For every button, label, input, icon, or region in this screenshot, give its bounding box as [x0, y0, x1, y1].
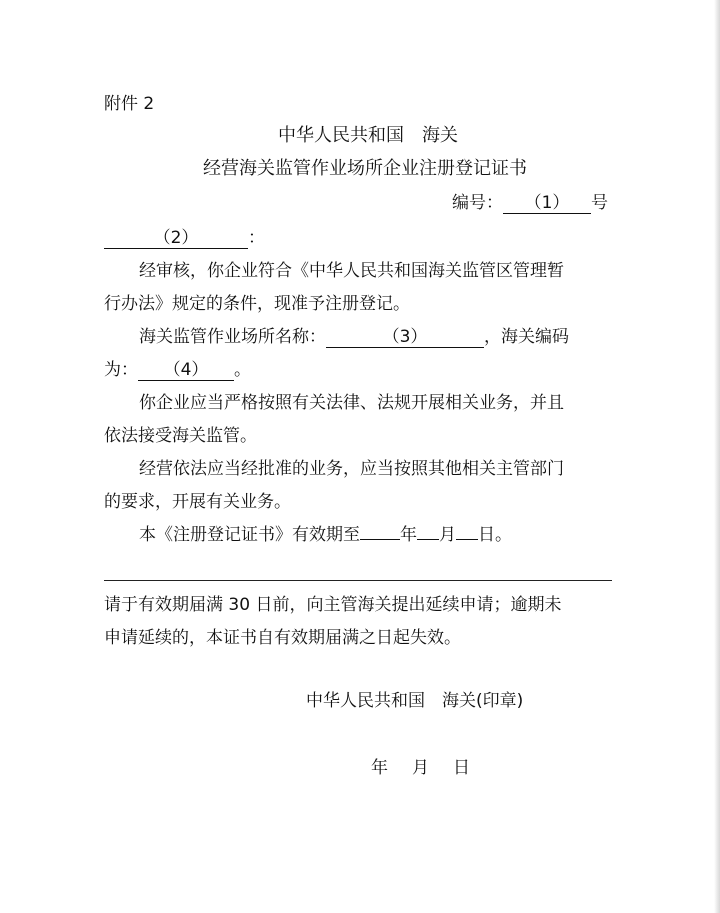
date-line	[371, 757, 470, 779]
date-year: 年	[371, 758, 388, 778]
validity-year-blank	[360, 539, 400, 540]
certificate-number	[452, 192, 608, 214]
para2-line1	[139, 326, 569, 348]
validity-year: 年	[400, 525, 417, 545]
para4-line2: 的要求，开展有关业务。	[104, 492, 291, 512]
para1-line2: 行办法》规定的条件，现准予注册登记。	[104, 294, 410, 314]
title-line-1: 中华人民共和国 海关	[278, 125, 458, 146]
customs-code-suffix: 。	[234, 360, 251, 380]
validity-month-blank	[417, 539, 439, 540]
date-day: 日	[453, 758, 470, 778]
validity-prefix: 本《注册登记证书》有效期至	[139, 525, 360, 545]
para2-line2	[104, 359, 251, 381]
customs-code-prefix: 为：	[104, 360, 138, 380]
divider-rule	[104, 580, 612, 581]
notice-line1: 请于有效期届满 30 日前，向主管海关提出延续申请；逾期未	[104, 595, 562, 615]
customs-code-blank: （4）	[138, 360, 234, 381]
attachment-label: 附件 2	[104, 94, 155, 114]
date-month: 月	[412, 758, 429, 778]
validity-day-blank	[456, 539, 478, 540]
customs-code-label: ，海关编码	[484, 327, 569, 347]
para4-line1: 经营依法应当经批准的业务，应当按照其他相关主管部门	[139, 459, 564, 479]
validity-month: 月	[439, 525, 456, 545]
number-label: 编号：	[452, 193, 503, 213]
number-suffix: 号	[591, 193, 608, 213]
addressee-suffix: ：	[248, 228, 265, 248]
notice-line2: 申请延续的，本证书自有效期届满之日起失效。	[104, 628, 461, 648]
site-name-blank: （3）	[326, 327, 484, 348]
addressee-blank: （2）	[104, 228, 248, 249]
title-line-2: 经营海关监管作业场所企业注册登记证书	[203, 158, 527, 179]
para3-line1: 你企业应当严格按照有关法律、法规开展相关业务，并且	[139, 393, 564, 413]
number-blank: （1）	[503, 193, 591, 214]
seal-text: 中华人民共和国 海关(印章)	[306, 691, 524, 711]
para3-line2: 依法接受海关监管。	[104, 426, 257, 446]
validity-day: 日。	[478, 525, 512, 545]
para1-line1: 经审核，你企业符合《中华人民共和国海关监管区管理暂	[139, 261, 564, 281]
site-name-label: 海关监管作业场所名称：	[139, 327, 326, 347]
addressee-line	[104, 227, 265, 249]
validity-line	[139, 524, 512, 546]
